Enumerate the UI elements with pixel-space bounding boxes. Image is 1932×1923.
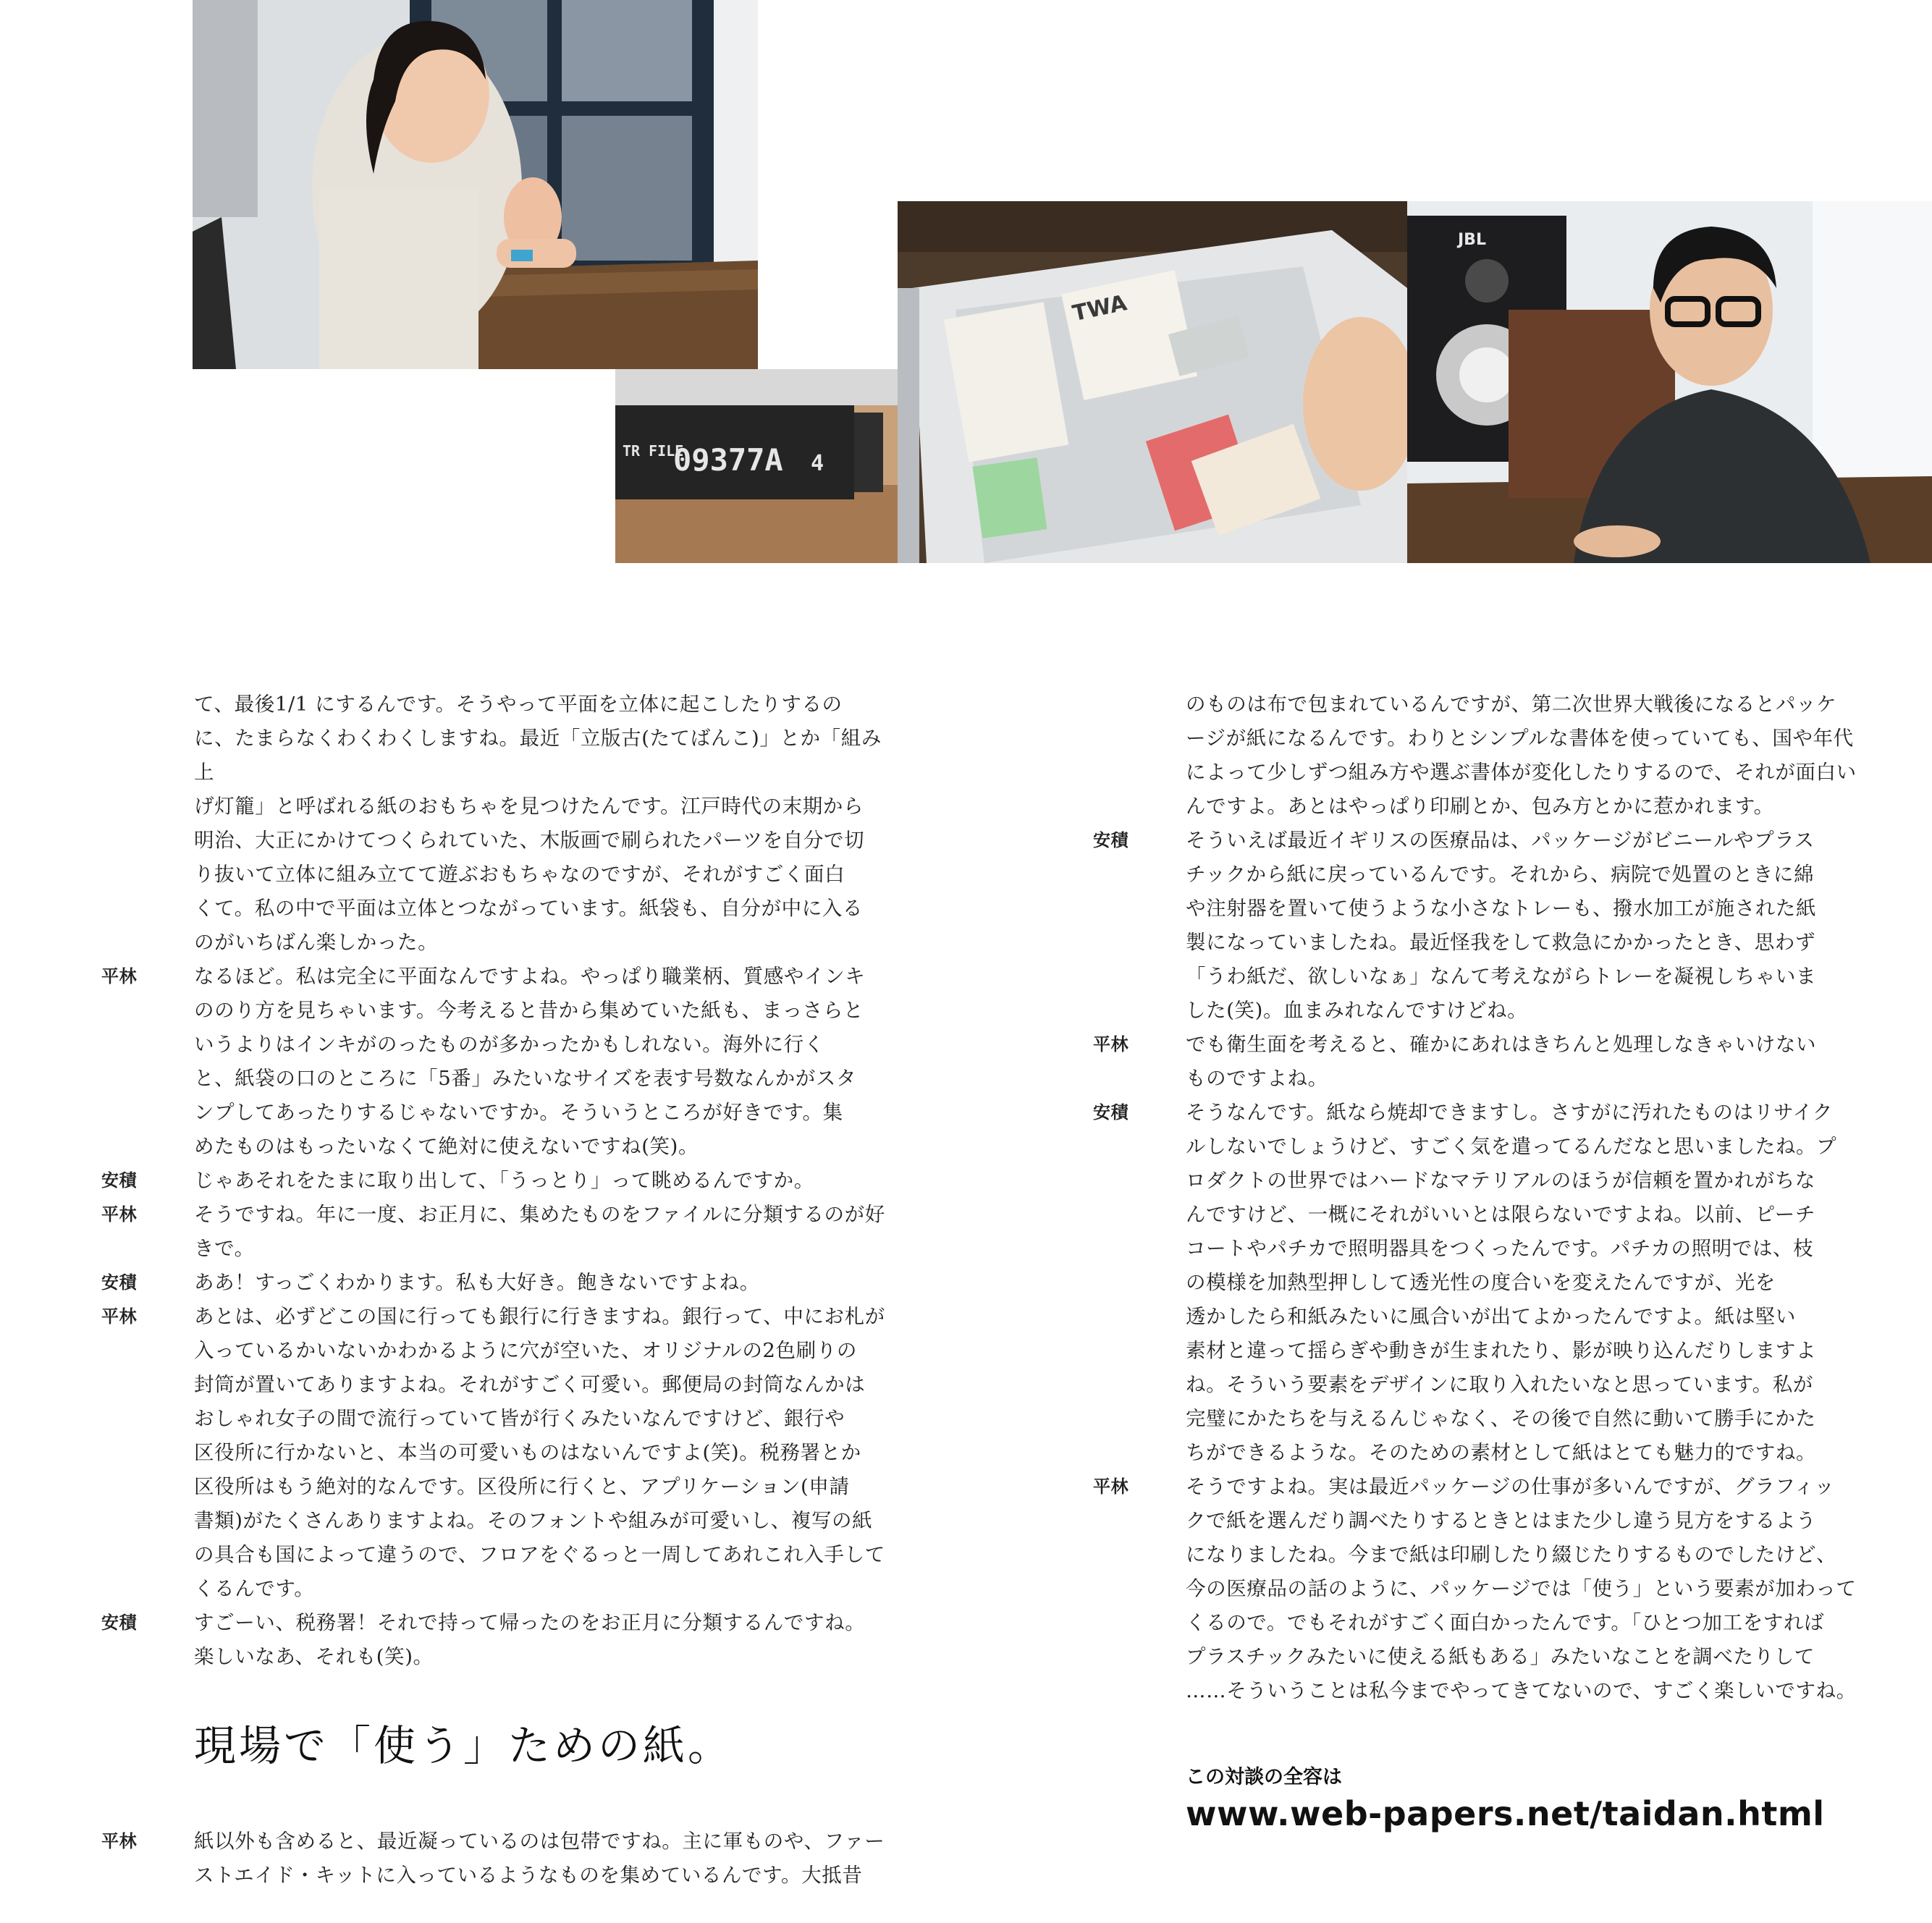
dialogue-turn — [1093, 824, 1875, 1028]
dialogue-turn — [101, 1164, 898, 1198]
interview-left-column — [101, 688, 898, 1893]
speech-text: そういえば最近イギリスの医療品は、パッケージがビニールやプラス チックから紙に戻っているんです。それから、病院で処置のときに綿 や注射器を置いて使うような小さなトレーも、撥水加工が施された紙 製になっていましたね。最近怪我をして救急にかかったとき、思わず 「うわ紙だ、欲しいなぁ」なんて考えながらトレーを凝視しちゃいま した(笑)。血まみれなんですけどね。 — [1186, 829, 1817, 1022]
binder-ticket-text: TWA — [1070, 290, 1129, 327]
dialogue-turn — [1093, 688, 1875, 824]
photo-file-box — [615, 369, 899, 563]
speech-text: でも衛生面を考えると、確かにあれはきちんと処理しなきゃいけない ものですよね。 — [1186, 1033, 1817, 1090]
dialogue-turn — [101, 1825, 898, 1893]
section-heading: 現場で「使う」ための紙。 — [194, 1721, 733, 1770]
speaker-name: 平林 — [101, 966, 138, 986]
photo-man-smiling — [1407, 201, 1932, 563]
dialogue-turn — [1093, 1470, 1875, 1708]
speech-text: そうですよね。実は最近パッケージの仕事が多いんですが、グラフィッ クで紙を選んだり調べたりするときとはまた少し違う見方をするよう になりましたね。今まで紙は印刷したり綴じたりするものでしたけど、 今の医療品の話のように、パッケージでは「使う」という要素が加わって くるので。でもそれがすごく面白かったんです。「ひとつ加工をすれば プラスチックみたいに使える紙もある」みたいなことを調べたりして ……そういうことは私今までやってきてないので、すごく楽しいですね。 — [1186, 1475, 1857, 1702]
photo-binder-of-collected-papers — [898, 201, 1407, 563]
file-box-number: 4 — [811, 451, 824, 476]
speaker-name: 安積 — [101, 1272, 138, 1293]
speaker-brand-label: JBL — [1458, 231, 1486, 249]
speech-text: じゃあそれをたまに取り出して、「うっとり」って眺めるんですか。 — [194, 1169, 814, 1192]
speaker-name: 安積 — [101, 1613, 138, 1633]
speech-text: 紙以外も含めると、最近凝っているのは包帯ですね。主に軍ものや、ファー ストエイド・キットに入っているようなものを集めているんです。大抵昔 — [194, 1830, 885, 1887]
file-box-side-label: TR FILE — [623, 442, 684, 460]
speaker-name: 平林 — [101, 1204, 138, 1225]
full-interview-url[interactable]: www.web-papers.net/taidan.html — [1186, 1794, 1825, 1833]
dialogue-turn — [101, 960, 898, 1164]
speaker-name: 平林 — [1093, 1476, 1129, 1497]
speech-text: あとは、必ずどこの国に行っても銀行に行きますね。銀行って、中にお札が 入っているかいないかわかるように穴が空いた、オリジナルの2色刷りの 封筒が置いてありますよね。それがすごく可愛い。郵便局の封筒なんかは おしゃれ女子の間で流行っていて皆が行くみたいなんですけど、銀行や 区役所に行かないと、本当の可愛いものはないんですよ(笑)。税務署とか 区役所はもう絶対的なんです。区役所に行くと、アプリケーション(申請 書類)がたくさんありますよね。そのフォントや組みが可愛いし、複写の紙 の具合も国によって違うので、フロアをぐるっと一周してあれこれ入手して くるんです。 — [194, 1305, 885, 1600]
dialogue-turn — [101, 1266, 898, 1300]
speech-text: すごーい、税務署！それで持って帰ったのをお正月に分類するんですね。 楽しいなあ、それも(笑)。 — [194, 1611, 866, 1668]
dialogue-turn — [101, 1198, 898, 1266]
dialogue-turn — [101, 1606, 898, 1674]
speaker-name: 平林 — [101, 1306, 138, 1327]
speech-text: のものは布で包まれているんですが、第二次世界大戦後になるとパッケ ージが紙になるんです。わりとシンプルな書体を使っていても、国や年代 によって少しずつ組み方や選ぶ書体が変化したりするので、それが面白い んですよ。あとはやっぱり印刷とか、包み方とかに惹かれます。 — [1186, 693, 1857, 818]
speech-text: そうなんです。紙なら焼却できますし。さすがに汚れたものはリサイク ルしないでしょうけど、すごく気を遣ってるんだなと思いましたね。プ ロダクトの世界ではハードなマテリアルのほうが信頼を置かれがちな んですけど、一概にそれがいいとは限らないですよね。以前、ピーチ コートやパチカで照明器具をつくったんです。パチカの照明では、枝 の模様を加熱型押しして透光性の度合いを変えたんですが、光を 透かしたら和紙みたいに風合いが出てよかったんですよ。紙は堅い 素材と違って揺らぎや動きが生まれたり、影が映り込んだりしますよ ね。そういう要素をデザインに取り入れたいなと思っています。私が 完璧にかたちを与えるんじゃなく、その後で自然に動いて勝手にかた ちができるような。そのための素材として紙はとても魅力的ですね。 — [1186, 1101, 1837, 1464]
dialogue-turn — [101, 688, 898, 960]
speaker-name: 安積 — [101, 1170, 138, 1191]
photo-woman-at-table — [193, 0, 758, 369]
file-box-stencil: 09377A — [673, 442, 783, 478]
speech-text: て、最後1/1 にするんです。そうやって平面を立体に起こしたりするの に、たまらなくわくわくしますね。最近「立版古(たてばんこ)」とか「組み上 げ灯籠」と呼ばれる紙のおもちゃを見つけたんです。江戸時代の末期から 明治、大正にかけてつくられていた、木版画で刷られたパーツを自分で切 り抜いて立体に組み立てて遊ぶおもちゃなのですが、それがすごく面白 くて。私の中で平面は立体とつながっています。紙袋も、自分が中に入る のがいちばん楽しかった。 — [194, 693, 882, 954]
dialogue-turn — [1093, 1028, 1875, 1096]
speech-text: ああ！すっごくわかります。私も大好き。飽きないですよね。 — [194, 1271, 760, 1294]
speaker-name: 安積 — [1093, 830, 1129, 850]
dialogue-turn — [101, 1300, 898, 1606]
speech-text: なるほど。私は完全に平面なんですよね。やっぱり職業柄、質感やインキ ののり方を見ちゃいます。今考えると昔から集めていた紙も、まっさらと いうよりはインキがのったものが多かったかもしれない。海外に行く と、紙袋の口のところに「5番」みたいなサイズを表す号数なんかがスタ ンプしてあったりするじゃないですか。そういうところが好きです。集 めたものはもったいなくて絶対に使えないですね(笑)。 — [194, 965, 866, 1158]
full-interview-label: この対談の全容は — [1186, 1766, 1342, 1788]
full-interview-link-block — [1186, 1763, 1881, 1835]
speech-text: そうですね。年に一度、お正月に、集めたものをファイルに分類するのが好きで。 — [194, 1203, 885, 1260]
interview-right-column — [1093, 688, 1875, 1708]
speaker-name: 平林 — [1093, 1034, 1129, 1055]
speaker-name: 平林 — [101, 1831, 138, 1851]
dialogue-turn — [1093, 1096, 1875, 1470]
speaker-name: 安積 — [1093, 1102, 1129, 1123]
